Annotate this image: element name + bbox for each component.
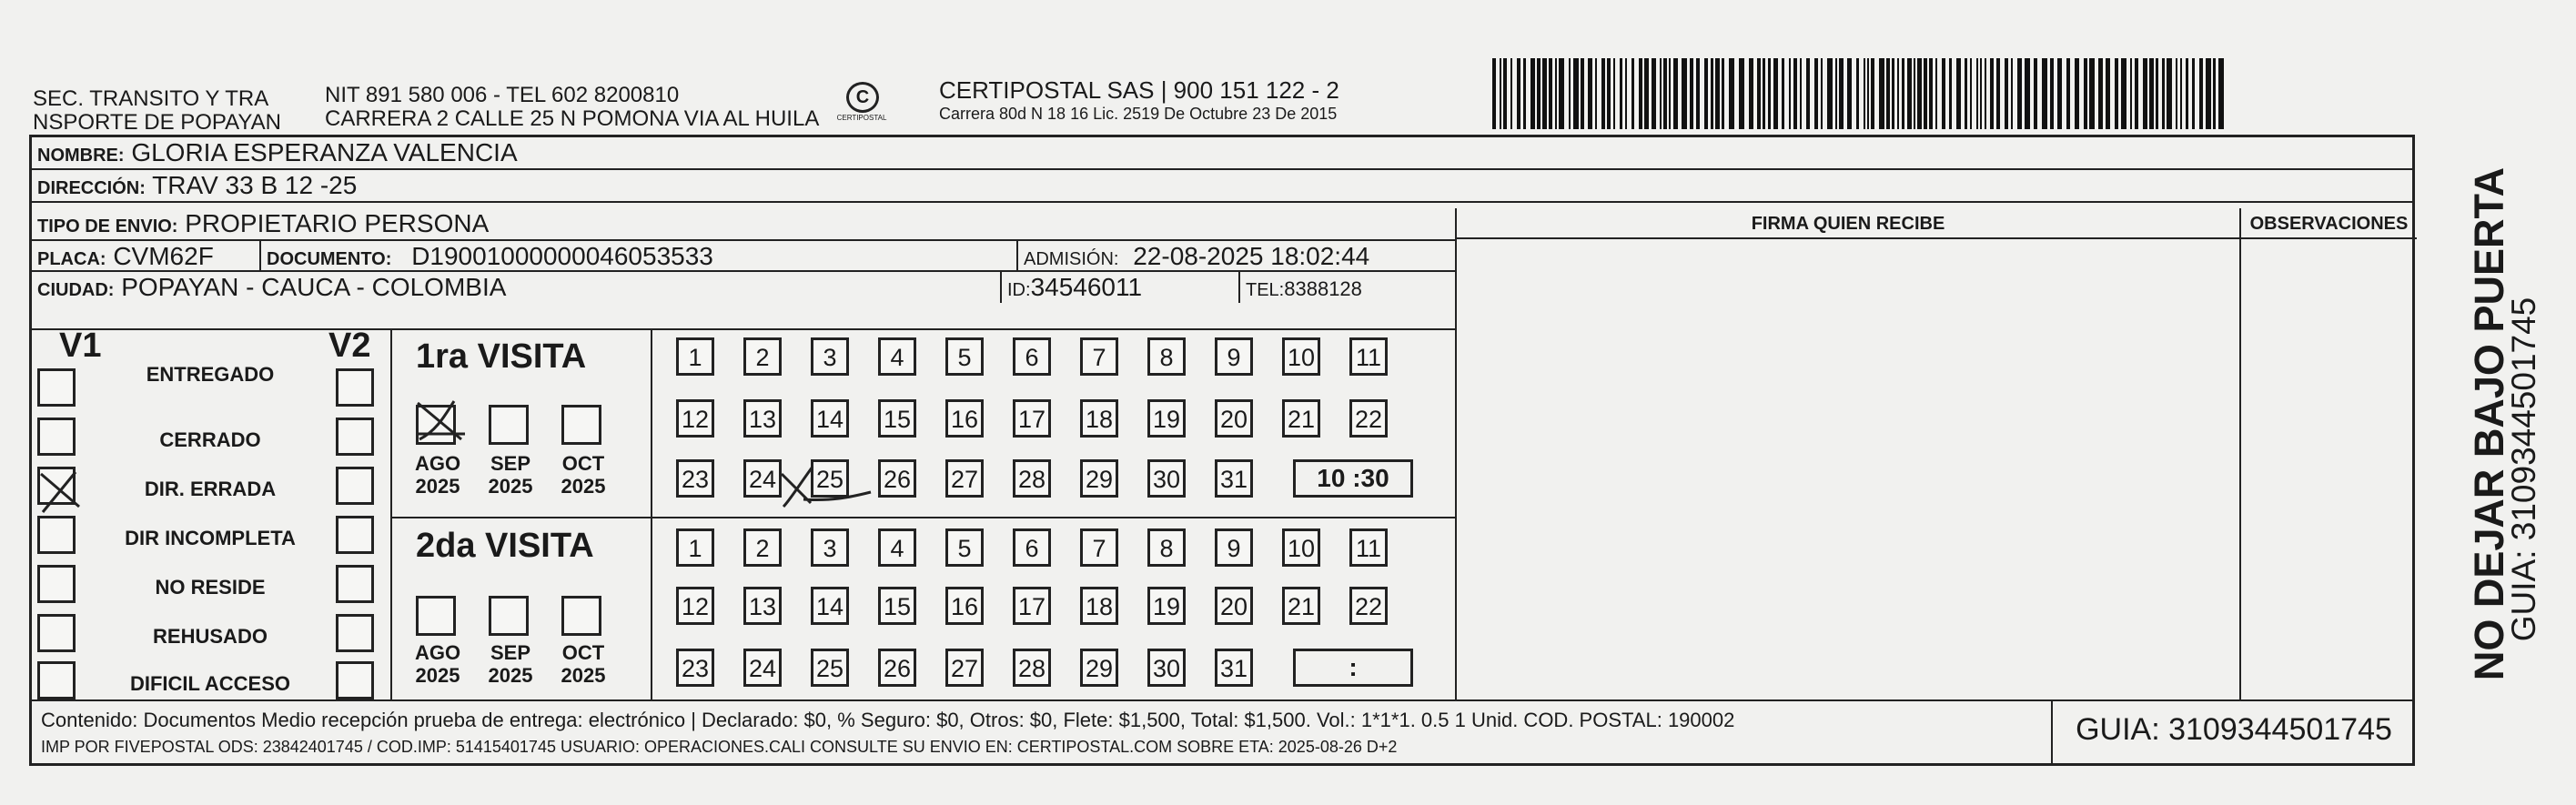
barcode-bar — [1789, 58, 1791, 129]
barcode-bar — [1980, 58, 1982, 129]
v1-checkbox[interactable] — [37, 614, 76, 652]
barcode-bar — [1914, 58, 1915, 129]
barcode-bar — [1996, 58, 2000, 129]
barcode-bar — [2106, 58, 2110, 129]
month-name: OCT — [561, 452, 605, 475]
divider — [390, 330, 392, 701]
barcode-bar — [1976, 58, 1978, 129]
shipping-form — [29, 135, 2415, 766]
visit-divider — [390, 517, 1455, 518]
visits-block — [32, 328, 1455, 699]
v1-checkbox[interactable] — [37, 516, 76, 554]
day-box[interactable]: 6 — [1013, 528, 1051, 567]
documento-label: DOCUMENTO: — [267, 249, 392, 269]
day-box[interactable]: 5 — [945, 528, 984, 567]
month-year: 2025 — [561, 664, 606, 687]
barcode-bar — [1663, 58, 1667, 129]
tipo-label: TIPO DE ENVIO: — [37, 216, 178, 236]
logo-icon: C — [846, 82, 879, 113]
day-box[interactable]: 20 — [1215, 587, 1253, 625]
certipostal-logo — [830, 82, 894, 129]
day-box[interactable]: 18 — [1080, 587, 1118, 625]
barcode-bar — [1715, 58, 1720, 129]
barcode-bar — [2176, 58, 2177, 129]
day-box[interactable]: 29 — [1080, 459, 1118, 498]
day-box[interactable]: 3 — [811, 337, 849, 376]
barcode-bar — [1573, 58, 1579, 129]
month-name: AGO — [414, 641, 461, 664]
barcode-bar — [1517, 58, 1520, 129]
barcode-bar — [1625, 58, 1627, 129]
handwritten-stroke — [776, 456, 876, 510]
month-name: OCT — [561, 641, 605, 664]
month-label — [556, 452, 611, 498]
direccion-row — [32, 170, 2415, 203]
status-label: CERRADO — [159, 428, 261, 451]
day-box[interactable]: 10 — [1282, 528, 1320, 567]
second-visit-title: 2da VISITA — [416, 527, 594, 565]
sender-line2: NSPORTE DE POPAYAN — [33, 110, 281, 135]
barcode-bar — [1729, 58, 1734, 129]
day-box[interactable]: 23 — [676, 649, 714, 687]
status-label: REHUSADO — [153, 625, 268, 648]
month-year: 2025 — [415, 664, 460, 687]
v2-checkbox[interactable] — [336, 516, 374, 554]
month-label — [410, 452, 465, 498]
barcode-bar — [1682, 58, 1687, 129]
barcode-bar — [1500, 58, 1501, 129]
observaciones-box — [2239, 208, 2417, 699]
day-box[interactable]: 19 — [1147, 587, 1186, 625]
divider — [651, 330, 652, 701]
barcode-bar — [1847, 58, 1852, 129]
barcode-bar — [1537, 58, 1541, 129]
barcode-bar — [1530, 58, 1535, 129]
day-box[interactable]: 13 — [743, 399, 782, 438]
license-line: Carrera 80d N 18 16 Lic. 2519 De Octubre 23 De 2015 — [939, 105, 1338, 123]
first-visit-time[interactable]: 10 :30 — [1293, 459, 1413, 498]
id-cell — [1000, 272, 1142, 303]
barcode-bar — [1990, 58, 1994, 129]
firma-label: FIRMA QUIEN RECIBE — [1457, 208, 2239, 239]
barcode-bar — [1601, 58, 1605, 129]
placa-value: CVM62F — [113, 242, 214, 270]
barcode-bar — [2206, 58, 2211, 129]
tipo-value: PROPIETARIO PERSONA — [185, 209, 490, 237]
barcode-bar — [2149, 58, 2154, 129]
barcode-bar — [1669, 58, 1671, 129]
day-box[interactable]: 4 — [878, 528, 916, 567]
barcode-bar — [1782, 58, 1784, 129]
day-box[interactable]: 25 — [811, 459, 849, 498]
month-label — [410, 641, 465, 687]
barcode-bar — [1942, 58, 1945, 129]
barcode-bar — [2017, 58, 2022, 129]
admision-label: ADMISIÓN: — [1024, 249, 1119, 269]
barcode-bar — [1722, 58, 1724, 129]
barcode-bar — [1711, 58, 1713, 129]
barcode-bar — [1660, 58, 1662, 129]
barcode-bar — [1749, 58, 1753, 129]
day-box[interactable]: 11 — [1349, 528, 1388, 567]
barcode-bar — [2162, 58, 2165, 129]
id-value: 34546011 — [1030, 273, 1143, 301]
second-visit-time[interactable]: : — [1293, 649, 1413, 687]
barcode-bar — [1897, 58, 1899, 129]
day-box[interactable]: 30 — [1147, 459, 1186, 498]
sender-block — [33, 87, 281, 135]
address-line: CARRERA 2 CALLE 25 N POMONA VIA AL HUILA — [325, 106, 820, 131]
barcode-bar — [1879, 58, 1884, 129]
barcode-bar — [1613, 58, 1615, 129]
day-box[interactable]: 6 — [1013, 337, 1051, 376]
day-box[interactable]: 29 — [1080, 649, 1118, 687]
month-checkbox[interactable] — [489, 596, 529, 636]
day-box[interactable]: 30 — [1147, 649, 1186, 687]
observaciones-label: OBSERVACIONES — [2241, 208, 2417, 239]
day-box[interactable]: 24 — [743, 649, 782, 687]
day-box[interactable]: 21 — [1282, 399, 1320, 438]
direccion-label: DIRECCIÓN: — [37, 178, 146, 198]
nombre-row — [32, 137, 2415, 170]
month-year: 2025 — [415, 475, 460, 498]
day-box[interactable]: 18 — [1080, 399, 1118, 438]
barcode-bar — [2130, 58, 2132, 129]
barcode-bar — [1523, 58, 1526, 129]
handwritten-x-mark — [34, 465, 88, 519]
v1-checkbox[interactable] — [37, 368, 76, 407]
day-box[interactable]: 12 — [676, 399, 714, 438]
month-label — [556, 641, 611, 687]
barcode — [1492, 58, 2225, 129]
direccion-value: TRAV 33 B 12 -25 — [152, 171, 358, 199]
barcode-bar — [2066, 58, 2070, 129]
v2-checkbox[interactable] — [336, 418, 374, 456]
v2-checkbox[interactable] — [336, 565, 374, 603]
barcode-bar — [1892, 58, 1894, 129]
barcode-bar — [2057, 58, 2062, 129]
barcode-bar — [1793, 58, 1797, 129]
company-block — [939, 78, 1339, 126]
barcode-bar — [1821, 58, 1823, 129]
barcode-bar — [2034, 58, 2037, 129]
placa-cell — [32, 241, 214, 272]
v2-checkbox[interactable] — [336, 614, 374, 652]
placa-row — [32, 241, 1455, 272]
day-box[interactable]: 25 — [811, 649, 849, 687]
barcode-bar — [1652, 58, 1656, 129]
barcode-bar — [1739, 58, 1744, 129]
day-box[interactable]: 31 — [1215, 649, 1253, 687]
side-guia: GUIA: 3109344501745 — [2505, 297, 2542, 642]
month-label — [483, 452, 538, 498]
day-box[interactable]: 17 — [1013, 399, 1051, 438]
sender-contact — [325, 84, 819, 131]
barcode-bar — [1924, 58, 1927, 129]
day-box[interactable]: 17 — [1013, 587, 1051, 625]
day-box[interactable]: 11 — [1349, 337, 1388, 376]
day-box[interactable]: 3 — [811, 528, 849, 567]
barcode-bar — [1929, 58, 1933, 129]
nit-line: NIT 891 580 006 - TEL 602 8200810 — [325, 83, 680, 107]
day-box[interactable]: 27 — [945, 459, 984, 498]
nombre-value: GLORIA ESPERANZA VALENCIA — [131, 138, 518, 166]
barcode-bar — [1559, 58, 1564, 129]
handwritten-x-mark — [410, 394, 474, 448]
status-label: DIR INCOMPLETA — [125, 527, 296, 549]
day-box[interactable]: 22 — [1349, 587, 1388, 625]
barcode-bar — [1806, 58, 1810, 129]
barcode-bar — [1949, 58, 1952, 129]
barcode-bar — [2050, 58, 2054, 129]
month-year: 2025 — [561, 475, 606, 498]
side-notice — [2417, 136, 2571, 764]
day-box[interactable]: 7 — [1080, 528, 1118, 567]
barcode-bar — [2121, 58, 2126, 129]
documento-value: D19001000000046053533 — [411, 242, 713, 270]
barcode-bar — [2011, 58, 2013, 129]
day-box[interactable]: 16 — [945, 587, 984, 625]
status-label: DIR. ERRADA — [144, 478, 277, 500]
barcode-bar — [1673, 58, 1678, 129]
barcode-bar — [2042, 58, 2047, 129]
ciudad-value: POPAYAN - CAUCA - COLOMBIA — [121, 273, 507, 301]
barcode-bar — [1620, 58, 1622, 129]
v1-checkbox[interactable] — [37, 565, 76, 603]
barcode-bar — [2156, 58, 2158, 129]
day-box[interactable]: 8 — [1147, 337, 1186, 376]
guia-number: GUIA: 3109344501745 — [2051, 699, 2415, 766]
day-box[interactable]: 12 — [676, 587, 714, 625]
day-box[interactable]: 22 — [1349, 399, 1388, 438]
documento-cell — [259, 241, 713, 272]
day-box[interactable]: 2 — [743, 528, 782, 567]
barcode-bar — [2135, 58, 2138, 129]
barcode-bar — [1867, 58, 1869, 129]
day-box[interactable]: 20 — [1215, 399, 1253, 438]
barcode-bar — [2115, 58, 2118, 129]
barcode-bar — [1768, 58, 1771, 129]
barcode-bar — [1856, 58, 1859, 129]
nombre-label: NOMBRE: — [37, 146, 125, 166]
barcode-bar — [2143, 58, 2147, 129]
no-dejar-label: NO DEJAR BAJO PUERTA — [2466, 166, 2512, 681]
barcode-bar — [1569, 58, 1571, 129]
first-visit-title: 1ra VISITA — [416, 337, 587, 376]
barcode-bar — [1907, 58, 1912, 129]
placa-label: PLACA: — [37, 249, 106, 269]
tel-label: TEL: — [1246, 280, 1285, 300]
signature-area — [1455, 208, 2415, 699]
v2-checkbox[interactable] — [336, 467, 374, 505]
barcode-bar — [2218, 58, 2224, 129]
day-box[interactable]: 19 — [1147, 399, 1186, 438]
barcode-bar — [1956, 58, 1961, 129]
barcode-bar — [1839, 58, 1844, 129]
ciudad-row — [32, 272, 1455, 303]
barcode-bar — [1970, 58, 1972, 129]
day-box[interactable]: 24 — [743, 459, 782, 498]
ciudad-cell — [32, 272, 506, 303]
barcode-bar — [1965, 58, 1967, 129]
day-box[interactable]: 2 — [743, 337, 782, 376]
barcode-bar — [2084, 58, 2087, 129]
barcode-bar — [1588, 58, 1592, 129]
barcode-bar — [2167, 58, 2172, 129]
barcode-bar — [2180, 58, 2182, 129]
barcode-bar — [1639, 58, 1642, 129]
barcode-bar — [1763, 58, 1765, 129]
ciudad-label: CIUDAD: — [37, 280, 115, 300]
day-box[interactable]: 9 — [1215, 528, 1253, 567]
barcode-bar — [1935, 58, 1937, 129]
barcode-bar — [2025, 58, 2030, 129]
month-name: SEP — [490, 641, 531, 664]
v1-label: V1 — [59, 327, 102, 365]
barcode-bar — [1814, 58, 1818, 129]
status-label: ENTREGADO — [146, 363, 275, 386]
month-name: AGO — [414, 452, 461, 475]
barcode-bar — [1835, 58, 1837, 129]
barcode-bar — [2213, 58, 2216, 129]
day-box[interactable]: 15 — [878, 399, 916, 438]
barcode-bar — [1917, 58, 1922, 129]
sender-line1: SEC. TRANSITO Y TRA — [33, 86, 269, 111]
day-box[interactable]: 23 — [676, 459, 714, 498]
barcode-bar — [1773, 58, 1778, 129]
v1-checkbox[interactable] — [37, 418, 76, 456]
tel-cell — [1238, 272, 1362, 303]
barcode-bar — [1985, 58, 1986, 129]
day-box[interactable]: 5 — [945, 337, 984, 376]
footer — [32, 699, 2051, 766]
day-box[interactable]: 26 — [878, 459, 916, 498]
barcode-bar — [2192, 58, 2195, 129]
barcode-bar — [1704, 58, 1708, 129]
barcode-bar — [2199, 58, 2203, 129]
day-box[interactable]: 21 — [1282, 587, 1320, 625]
month-checkbox[interactable] — [416, 596, 456, 636]
barcode-bar — [1492, 58, 1496, 129]
barcode-bar — [1510, 58, 1512, 129]
month-checkbox[interactable] — [561, 405, 601, 445]
day-box[interactable]: 16 — [945, 399, 984, 438]
month-checkbox[interactable] — [561, 596, 601, 636]
day-box[interactable]: 4 — [878, 337, 916, 376]
company-line: CERTIPOSTAL SAS | 900 151 122 - 2 — [939, 76, 1339, 104]
month-label — [483, 641, 538, 687]
barcode-bar — [1503, 58, 1507, 129]
barcode-bar — [1595, 58, 1597, 129]
v2-checkbox[interactable] — [336, 368, 374, 407]
month-name: SEP — [490, 452, 531, 475]
day-box[interactable]: 15 — [878, 587, 916, 625]
barcode-bar — [1696, 58, 1700, 129]
status-label: NO RESIDE — [155, 576, 266, 599]
barcode-bar — [2005, 58, 2008, 129]
month-checkbox[interactable] — [489, 405, 529, 445]
barcode-bar — [1581, 58, 1584, 129]
tel-value: 8388128 — [1284, 277, 1362, 300]
day-box[interactable]: 28 — [1013, 649, 1051, 687]
contents-line: Contenido: Documentos Medio recepción prueba de entrega: electrónico | Declarado: $0, % Seguro: $0, Otros: $0, Flete: $1,500, Total: $1,500. Vol.: 1*1*1. 0.5 1 Unid. COD. POSTAL: 190002 — [41, 709, 1735, 731]
day-box[interactable]: 7 — [1080, 337, 1118, 376]
day-box[interactable]: 1 — [676, 337, 714, 376]
barcode-bar — [1757, 58, 1761, 129]
barcode-bar — [1827, 58, 1833, 129]
day-box[interactable]: 1 — [676, 528, 714, 567]
day-box[interactable]: 9 — [1215, 337, 1253, 376]
status-label: DIFICIL ACCESO — [129, 672, 290, 695]
v2-label: V2 — [328, 327, 371, 365]
tipo-row — [32, 208, 1455, 241]
print-info-line: IMP POR FIVEPOSTAL ODS: 23842401745 / COD.IMP: 51415401745 USUARIO: OPERACIONES.CALI CONSULTE SU ENVIO EN: CERTIPOSTAL.COM SOBRE ETA: 2025-08-26 D+2 — [41, 738, 1398, 756]
barcode-bar — [2089, 58, 2095, 129]
barcode-bar — [1690, 58, 1693, 129]
day-box[interactable]: 8 — [1147, 528, 1186, 567]
barcode-bar — [1549, 58, 1552, 129]
v1-checkbox[interactable] — [37, 661, 76, 699]
day-box[interactable]: 28 — [1013, 459, 1051, 498]
month-year: 2025 — [488, 664, 533, 687]
logo-text: CERTIPOSTAL — [836, 114, 887, 122]
barcode-bar — [2186, 58, 2188, 129]
day-box[interactable]: 26 — [878, 649, 916, 687]
month-year: 2025 — [488, 475, 533, 498]
barcode-bar — [1644, 58, 1649, 129]
barcode-bar — [1871, 58, 1874, 129]
barcode-bar — [1886, 58, 1890, 129]
day-box[interactable]: 13 — [743, 587, 782, 625]
v2-checkbox[interactable] — [336, 661, 374, 699]
admision-value: 22-08-2025 18:02:44 — [1133, 242, 1370, 270]
id-label: ID: — [1007, 280, 1031, 300]
day-box[interactable]: 14 — [811, 399, 849, 438]
barcode-bar — [1631, 58, 1634, 129]
barcode-bar — [1607, 58, 1611, 129]
barcode-bar — [2075, 58, 2079, 129]
day-box[interactable]: 14 — [811, 587, 849, 625]
day-box[interactable]: 31 — [1215, 459, 1253, 498]
barcode-bar — [1864, 58, 1865, 129]
day-box[interactable]: 10 — [1282, 337, 1320, 376]
barcode-bar — [1800, 58, 1802, 129]
day-box[interactable]: 27 — [945, 649, 984, 687]
barcode-bar — [1555, 58, 1557, 129]
barcode-bar — [1902, 58, 1904, 129]
admision-cell — [1016, 241, 1369, 272]
barcode-bar — [2098, 58, 2103, 129]
barcode-bar — [1542, 58, 1547, 129]
